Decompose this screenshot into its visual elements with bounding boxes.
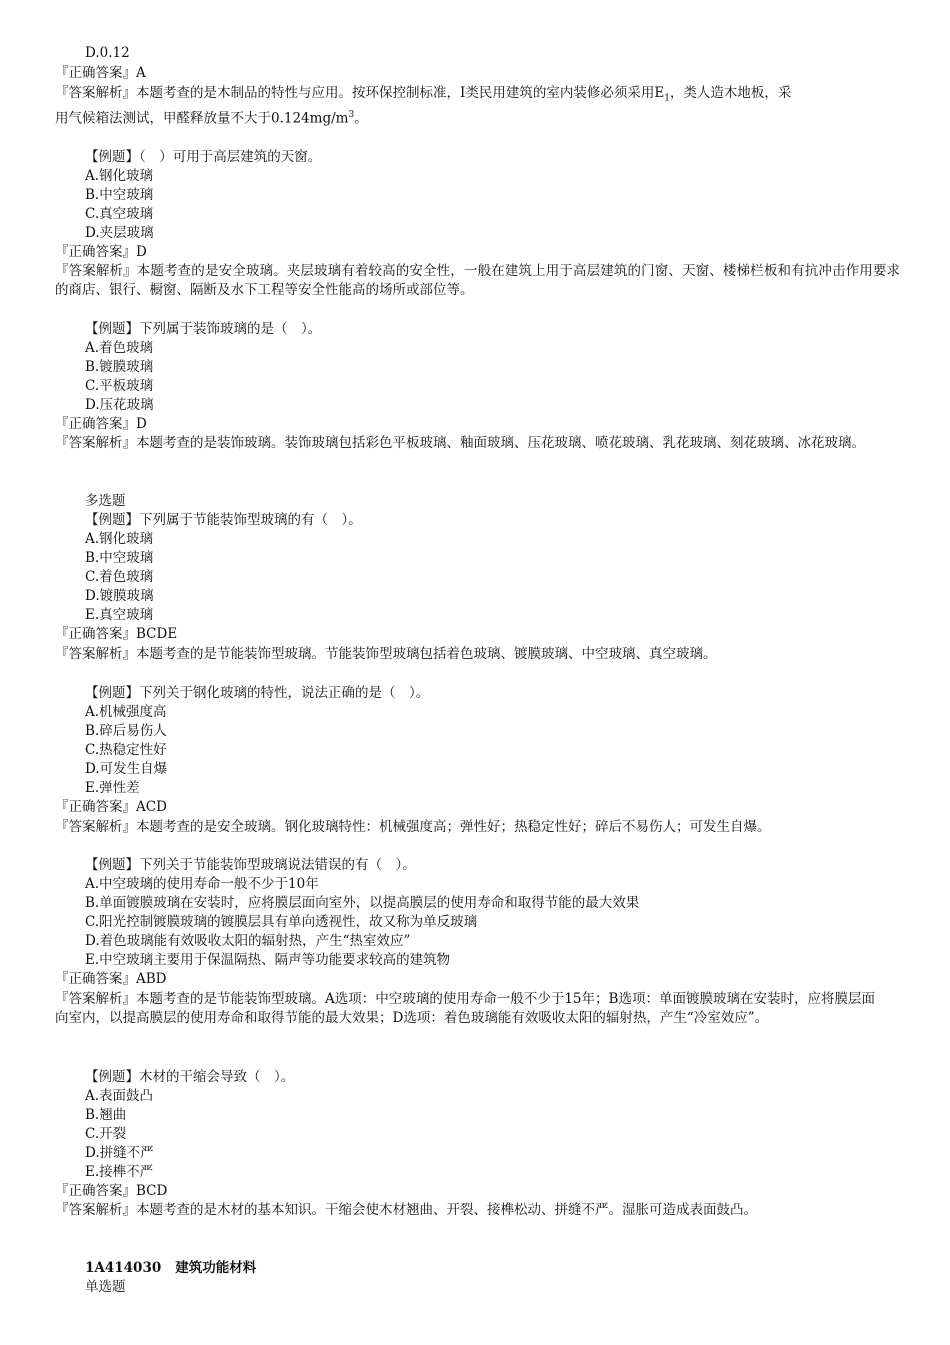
correct-answer: 『正确答案』D bbox=[55, 244, 147, 260]
option-d: D.压花玻璃 bbox=[85, 397, 154, 413]
answer-analysis-line1: 『答案解析』本题考查的是木制品的特性与应用。按环保控制标准，I类民用建筑的室内装修必须采用$E_1$，类人造木地板，采 bbox=[55, 85, 792, 104]
option-a: A.中空玻璃的使用寿命一般不少于10年 bbox=[85, 876, 319, 892]
answer-analysis: 『答案解析』本题考查的是节能装饰型玻璃。节能装饰型玻璃包括着色玻璃、镀膜玻璃、中空玻璃、真空玻璃。 bbox=[55, 646, 717, 662]
answer-analysis: 『答案解析』本题考查的是安全玻璃。夹层玻璃有着较高的安全性，一般在建筑上用于高层建筑的门窗、天窗、楼梯栏板和有抗冲击作用要求的商店、银行、橱窗、隔断及水下工程等安全性能高的场所或部位等。 bbox=[55, 263, 900, 298]
answer-analysis-line2: 用气候箱法测试，甲醛释放量不大于$0.124mg/m^3$。 bbox=[55, 110, 368, 127]
answer-analysis: 『答案解析』本题考查的是安全玻璃。钢化玻璃特性：机械强度高；弹性好；热稳定性好；碎后不易伤人；可发生自爆。 bbox=[55, 819, 771, 835]
option-a: A.钢化玻璃 bbox=[85, 531, 154, 547]
option-d: D.着色玻璃能有效吸收太阳的辐射热，产生“热室效应” bbox=[85, 933, 411, 949]
option-b: B.镀膜玻璃 bbox=[85, 359, 154, 375]
option-c: C.着色玻璃 bbox=[85, 569, 154, 585]
option-d: D.镀膜玻璃 bbox=[85, 588, 154, 604]
option-b: B.翘曲 bbox=[85, 1107, 127, 1123]
question-stem: 【例题】下列属于装饰玻璃的是（ ）。 bbox=[85, 321, 322, 337]
correct-answer: 『正确答案』A bbox=[55, 65, 146, 81]
option-c: C.真空玻璃 bbox=[85, 206, 154, 222]
question-stem: 【例题】下列属于节能装饰型玻璃的有（ ）。 bbox=[85, 512, 362, 528]
option-c: C.开裂 bbox=[85, 1126, 127, 1142]
option-b: B.中空玻璃 bbox=[85, 550, 154, 566]
option-d: D.0.12 bbox=[85, 45, 130, 61]
option-b: B.碎后易伤人 bbox=[85, 723, 167, 739]
option-d: D.夹层玻璃 bbox=[85, 225, 154, 241]
option-e: E.真空玻璃 bbox=[85, 607, 154, 623]
option-c: C.热稳定性好 bbox=[85, 742, 167, 758]
option-b: B.单面镀膜玻璃在安装时，应将膜层面向室外，以提高膜层的使用寿命和取得节能的最大效果 bbox=[85, 895, 640, 911]
option-e: E.中空玻璃主要用于保温隔热、隔声等功能要求较高的建筑物 bbox=[85, 952, 451, 968]
answer-analysis: 『答案解析』本题考查的是装饰玻璃。装饰玻璃包括彩色平板玻璃、釉面玻璃、压花玻璃、喷花玻璃、乳花玻璃、刻花玻璃、冰花玻璃。 bbox=[55, 435, 865, 451]
option-e: E.接榫不严 bbox=[85, 1164, 154, 1180]
option-e: E.弹性差 bbox=[85, 780, 140, 796]
option-d: D.拼缝不严 bbox=[85, 1145, 154, 1161]
option-a: A.钢化玻璃 bbox=[85, 168, 154, 184]
multi-choice-heading: 多选题 bbox=[85, 493, 126, 509]
correct-answer: 『正确答案』BCD bbox=[55, 1183, 168, 1199]
option-a: A.着色玻璃 bbox=[85, 340, 154, 356]
section-heading bbox=[85, 1259, 256, 1278]
correct-answer: 『正确答案』ABD bbox=[55, 971, 167, 987]
section-subheading: 单选题 bbox=[85, 1279, 126, 1295]
option-d: D.可发生自爆 bbox=[85, 761, 168, 777]
answer-analysis: 『答案解析』本题考查的是木材的基本知识。干缩会使木材翘曲、开裂、接榫松动、拼缝不严。湿胀可造成表面鼓凸。 bbox=[55, 1202, 757, 1218]
question-stem: 【例题】木材的干缩会导致（ ）。 bbox=[85, 1069, 295, 1085]
correct-answer: 『正确答案』BCDE bbox=[55, 626, 178, 642]
section-code: 1A414030 bbox=[85, 1260, 162, 1276]
question-stem: 【例题】下列关于钢化玻璃的特性，说法正确的是（ ）。 bbox=[85, 685, 430, 701]
question-stem: 【例题】下列关于节能装饰型玻璃说法错误的有（ ）。 bbox=[85, 857, 416, 873]
correct-answer: 『正确答案』D bbox=[55, 416, 147, 432]
option-a: A.机械强度高 bbox=[85, 704, 167, 720]
option-c: C.阳光控制镀膜玻璃的镀膜层具有单向透视性，故又称为单反玻璃 bbox=[85, 914, 478, 930]
option-c: C.平板玻璃 bbox=[85, 378, 154, 394]
answer-analysis: 『答案解析』本题考查的是节能装饰型玻璃。A选项：中空玻璃的使用寿命一般不少于15年；B选项：单面镀膜玻璃在安装时，应将膜层面向室内，以提高膜层的使用寿命和取得节能的最大效果；D选项：着色玻璃能有效吸收太阳的辐射热，产生“冷室效应”。 bbox=[55, 991, 875, 1026]
option-b: B.中空玻璃 bbox=[85, 187, 154, 203]
question-stem: 【例题】（ ）可用于高层建筑的天窗。 bbox=[85, 149, 322, 165]
option-a: A.表面鼓凸 bbox=[85, 1088, 154, 1104]
section-title: 建筑功能材料 bbox=[175, 1260, 257, 1276]
correct-answer: 『正确答案』ACD bbox=[55, 799, 167, 815]
